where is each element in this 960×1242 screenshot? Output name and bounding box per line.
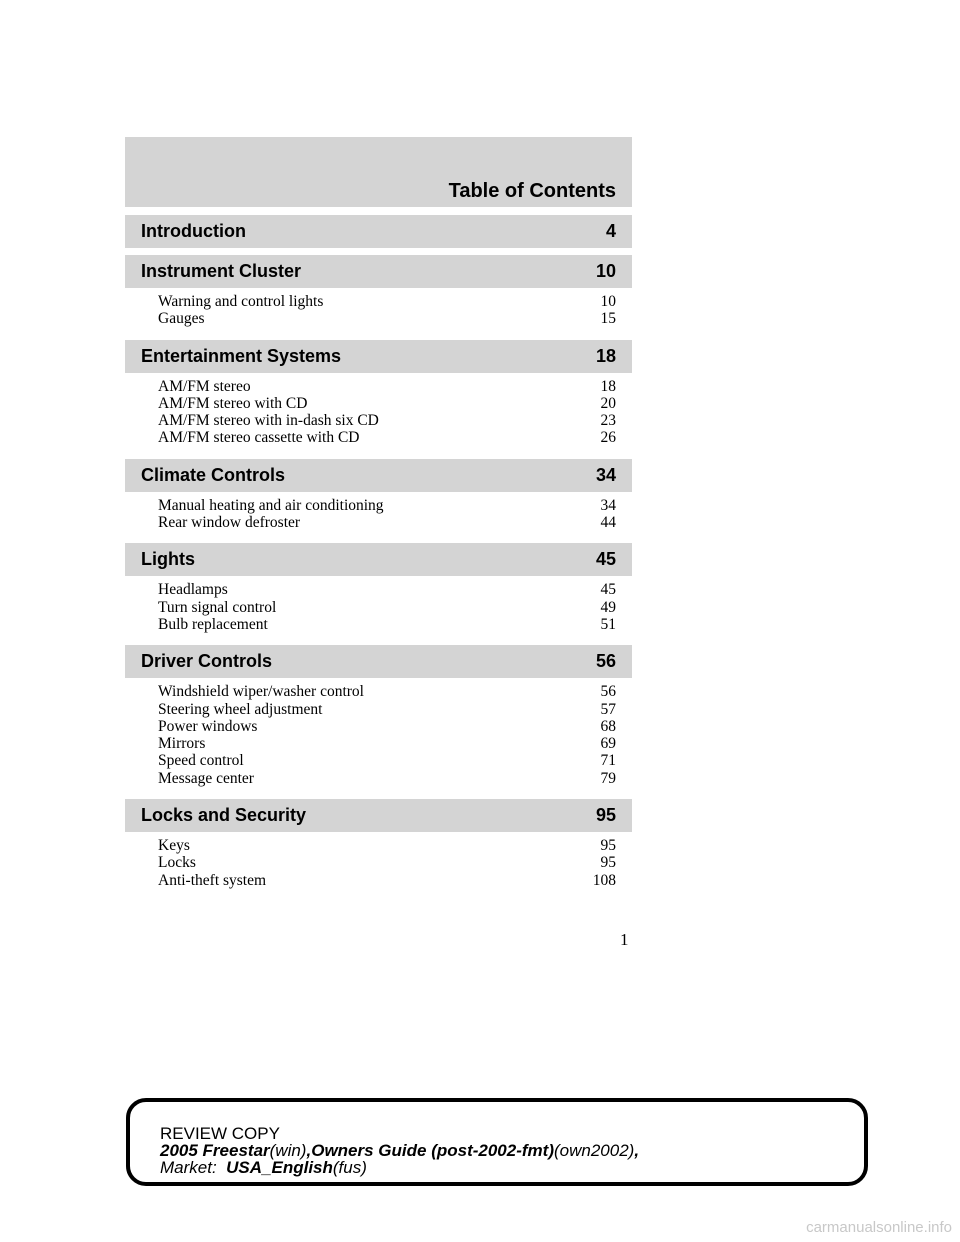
review-copy-text <box>160 1125 639 1176</box>
toc-section-header[interactable] <box>125 340 632 373</box>
toc-section-header[interactable] <box>125 459 632 492</box>
entry-label: Mirrors <box>158 735 206 753</box>
toc-entry[interactable] <box>158 770 616 787</box>
separator: , <box>306 1141 312 1160</box>
entry-page: 79 <box>600 769 616 787</box>
entry-page: 56 <box>600 683 616 701</box>
vehicle-code: (win) <box>269 1141 307 1160</box>
entry-page: 68 <box>600 717 616 735</box>
entry-label: Anti-theft system <box>158 871 267 889</box>
toc-entry[interactable] <box>158 701 616 718</box>
entry-label: Warning and control lights <box>158 293 324 310</box>
market-label: Market: <box>160 1158 217 1177</box>
toc-entry-list <box>125 288 632 333</box>
section-page: 95 <box>595 805 616 826</box>
toc-entry[interactable] <box>158 412 616 429</box>
toc-section-header[interactable] <box>125 799 632 832</box>
toc-entry[interactable] <box>158 872 616 889</box>
entry-page: 20 <box>600 394 616 412</box>
toc-entry[interactable] <box>158 378 616 395</box>
market-name: USA_English <box>226 1158 333 1177</box>
separator: , <box>634 1141 640 1160</box>
guide-code: (own2002) <box>553 1141 635 1160</box>
entry-label: Manual heating and air conditioning <box>158 496 384 514</box>
page-number: 1 <box>620 930 629 949</box>
review-copy-market-line <box>160 1159 639 1176</box>
section-title: Climate Controls <box>141 464 286 485</box>
section-title: Entertainment Systems <box>141 345 342 366</box>
page-title: Table of Contents <box>448 180 616 202</box>
entry-label: Gauges <box>158 310 205 328</box>
entry-label: AM/FM stereo cassette with CD <box>158 429 360 447</box>
toc-section-header[interactable] <box>125 215 632 248</box>
market-code: (fus) <box>332 1158 367 1177</box>
review-copy-label: REVIEW COPY <box>160 1124 280 1143</box>
toc-entry[interactable] <box>158 718 616 735</box>
entry-page: 15 <box>600 310 616 328</box>
toc-entry[interactable] <box>158 514 616 531</box>
entry-label: AM/FM stereo with in-dash six CD <box>158 412 379 430</box>
toc-entry-list <box>125 832 632 894</box>
entry-label: Locks <box>158 854 196 872</box>
guide-name: Owners Guide (post-2002-fmt) <box>311 1141 554 1160</box>
toc-entry[interactable] <box>158 293 616 310</box>
entry-label: Speed control <box>158 752 244 770</box>
entry-page: 95 <box>600 837 616 855</box>
toc-entry[interactable] <box>158 497 616 514</box>
entry-label: Steering wheel adjustment <box>158 700 323 718</box>
toc-section-header[interactable] <box>125 543 632 576</box>
section-title: Driver Controls <box>141 651 273 672</box>
toc-entry[interactable] <box>158 429 616 446</box>
entry-page: 69 <box>600 735 616 753</box>
entry-label: Keys <box>158 837 190 855</box>
vehicle-name: 2005 Freestar <box>160 1141 270 1160</box>
toc-header <box>125 137 632 207</box>
section-page: 4 <box>605 221 616 241</box>
section-title: Lights <box>141 549 195 570</box>
entry-label: Headlamps <box>158 581 228 599</box>
toc-entry[interactable] <box>158 599 616 616</box>
section-page: 10 <box>595 261 616 281</box>
entry-page: 10 <box>600 293 616 310</box>
entry-page: 51 <box>600 615 616 633</box>
entry-page: 71 <box>600 752 616 770</box>
section-page: 56 <box>595 651 616 672</box>
entry-label: Power windows <box>158 717 258 735</box>
entry-label: Windshield wiper/washer control <box>158 683 364 701</box>
section-title: Locks and Security <box>141 805 307 826</box>
entry-page: 57 <box>600 700 616 718</box>
entry-label: Rear window defroster <box>158 514 301 532</box>
section-page: 34 <box>595 464 616 485</box>
toc-entry-list <box>125 492 632 537</box>
section-page: 45 <box>595 549 616 570</box>
toc-body <box>125 215 632 894</box>
review-copy-vehicle-line <box>160 1142 639 1159</box>
toc-entry-list <box>125 373 632 452</box>
toc-entry[interactable] <box>158 837 616 854</box>
entry-label: AM/FM stereo <box>158 377 251 395</box>
entry-page: 44 <box>600 514 616 532</box>
section-title: Instrument Cluster <box>141 261 302 281</box>
toc-entry[interactable] <box>158 310 616 327</box>
entry-page: 49 <box>600 598 616 616</box>
toc-entry[interactable] <box>158 735 616 752</box>
section-title: Introduction <box>141 221 246 241</box>
toc-section-header[interactable] <box>125 255 632 288</box>
toc-entry[interactable] <box>158 616 616 633</box>
toc-entry-list <box>125 576 632 638</box>
entry-page: 108 <box>592 871 616 889</box>
section-page: 18 <box>595 345 616 366</box>
entry-page: 34 <box>600 496 616 514</box>
entry-page: 26 <box>600 429 616 447</box>
entry-label: Bulb replacement <box>158 615 268 633</box>
toc-entry[interactable] <box>158 854 616 871</box>
toc-entry[interactable] <box>158 683 616 700</box>
toc-entry[interactable] <box>158 581 616 598</box>
entry-label: Message center <box>158 769 254 787</box>
toc-entry-list <box>125 678 632 792</box>
entry-page: 45 <box>600 581 616 599</box>
entry-page: 23 <box>600 412 616 430</box>
entry-label: AM/FM stereo with CD <box>158 394 308 412</box>
entry-label: Turn signal control <box>158 598 277 616</box>
toc-entry[interactable] <box>158 752 616 769</box>
watermark: carmanualsonline.info <box>806 1219 952 1236</box>
entry-page: 18 <box>600 377 616 395</box>
entry-page: 95 <box>600 854 616 872</box>
toc-section-header[interactable] <box>125 645 632 678</box>
toc-entry[interactable] <box>158 395 616 412</box>
